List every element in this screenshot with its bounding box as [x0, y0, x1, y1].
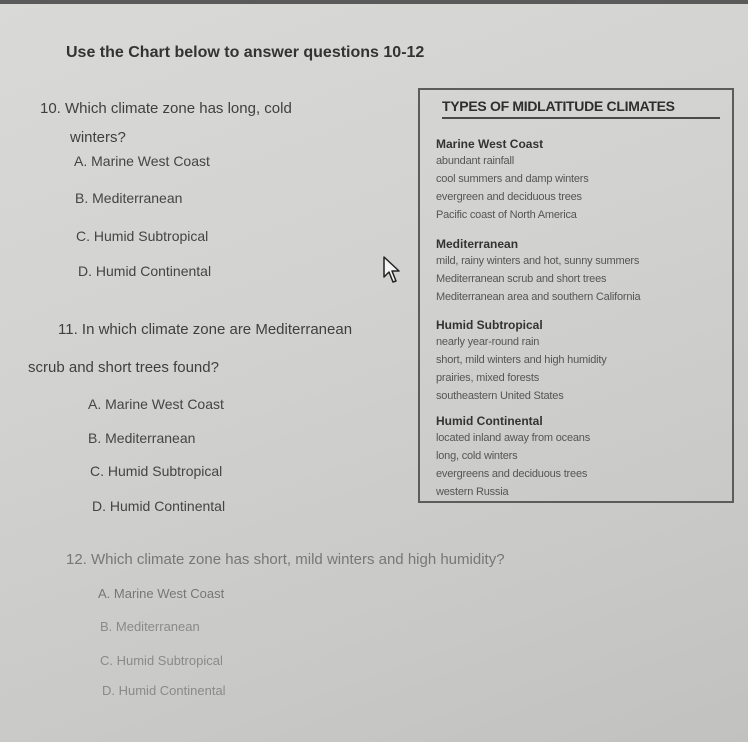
zone-detail: short, mild winters and high humidity — [436, 354, 607, 366]
q10-option-b[interactable]: B. Mediterranean — [75, 190, 183, 206]
q11-option-d[interactable]: D. Humid Continental — [92, 498, 226, 514]
photo-top-edge — [0, 0, 748, 4]
zone-detail: nearly year-round rain — [436, 336, 540, 348]
zone-detail: mild, rainy winters and hot, sunny summers — [436, 255, 640, 267]
q11-option-b[interactable]: B. Mediterranean — [88, 430, 196, 446]
q11-option-c[interactable]: C. Humid Subtropical — [90, 463, 223, 479]
q10-option-c[interactable]: C. Humid Subtropical — [76, 228, 209, 244]
zone-detail: evergreen and deciduous trees — [436, 191, 582, 203]
zone-humid-subtropical — [436, 317, 726, 405]
question-12-line1: 12. Which climate zone has short, mild winters and high humidity? — [66, 551, 505, 568]
zone-detail: long, cold winters — [436, 450, 518, 462]
zone-detail: located inland away from oceans — [436, 432, 591, 444]
question-10-line2: winters? — [70, 129, 126, 146]
q11-option-a[interactable]: A. Marine West Coast — [88, 396, 224, 412]
zone-detail: southeastern United States — [436, 390, 564, 402]
q12-option-d[interactable]: D. Humid Continental — [102, 683, 226, 698]
zone-name: Marine West Coast — [436, 137, 544, 151]
zone-humid-continental — [436, 413, 726, 501]
q12-option-a[interactable]: A. Marine West Coast — [98, 586, 225, 601]
q10-option-a[interactable]: A. Marine West Coast — [74, 153, 210, 169]
zone-name: Mediterranean — [436, 237, 519, 251]
question-11-line1: 11. In which climate zone are Mediterranean — [58, 321, 353, 338]
zone-detail: western Russia — [436, 486, 509, 498]
q12-option-c[interactable]: C. Humid Subtropical — [100, 653, 223, 668]
q12-option-b[interactable]: B. Mediterranean — [100, 619, 200, 634]
zone-detail: prairies, mixed forests — [436, 372, 539, 384]
zone-detail: abundant rainfall — [436, 155, 514, 167]
zone-marine-west-coast — [436, 136, 726, 224]
question-11-line2: scrub and short trees found? — [28, 359, 219, 376]
zone-detail: evergreens and deciduous trees — [436, 468, 588, 480]
worksheet-header: Use the Chart below to answer questions 10-12 — [66, 44, 425, 61]
zone-detail: cool summers and damp winters — [436, 173, 589, 185]
mouse-pointer-icon — [382, 255, 406, 285]
q10-option-d[interactable]: D. Humid Continental — [78, 263, 212, 279]
question-10-line1: 10. Which climate zone has long, cold — [40, 100, 292, 117]
zone-detail: Mediterranean scrub and short trees — [436, 273, 607, 285]
climate-chart — [418, 88, 734, 503]
zone-name: Humid Continental — [436, 414, 543, 428]
zone-mediterranean — [436, 236, 726, 306]
zone-name: Humid Subtropical — [436, 318, 543, 332]
zone-detail: Mediterranean area and southern California — [436, 291, 641, 303]
chart-title: TYPES OF MIDLATITUDE CLIMATES — [442, 98, 720, 119]
zone-detail: Pacific coast of North America — [436, 209, 577, 221]
